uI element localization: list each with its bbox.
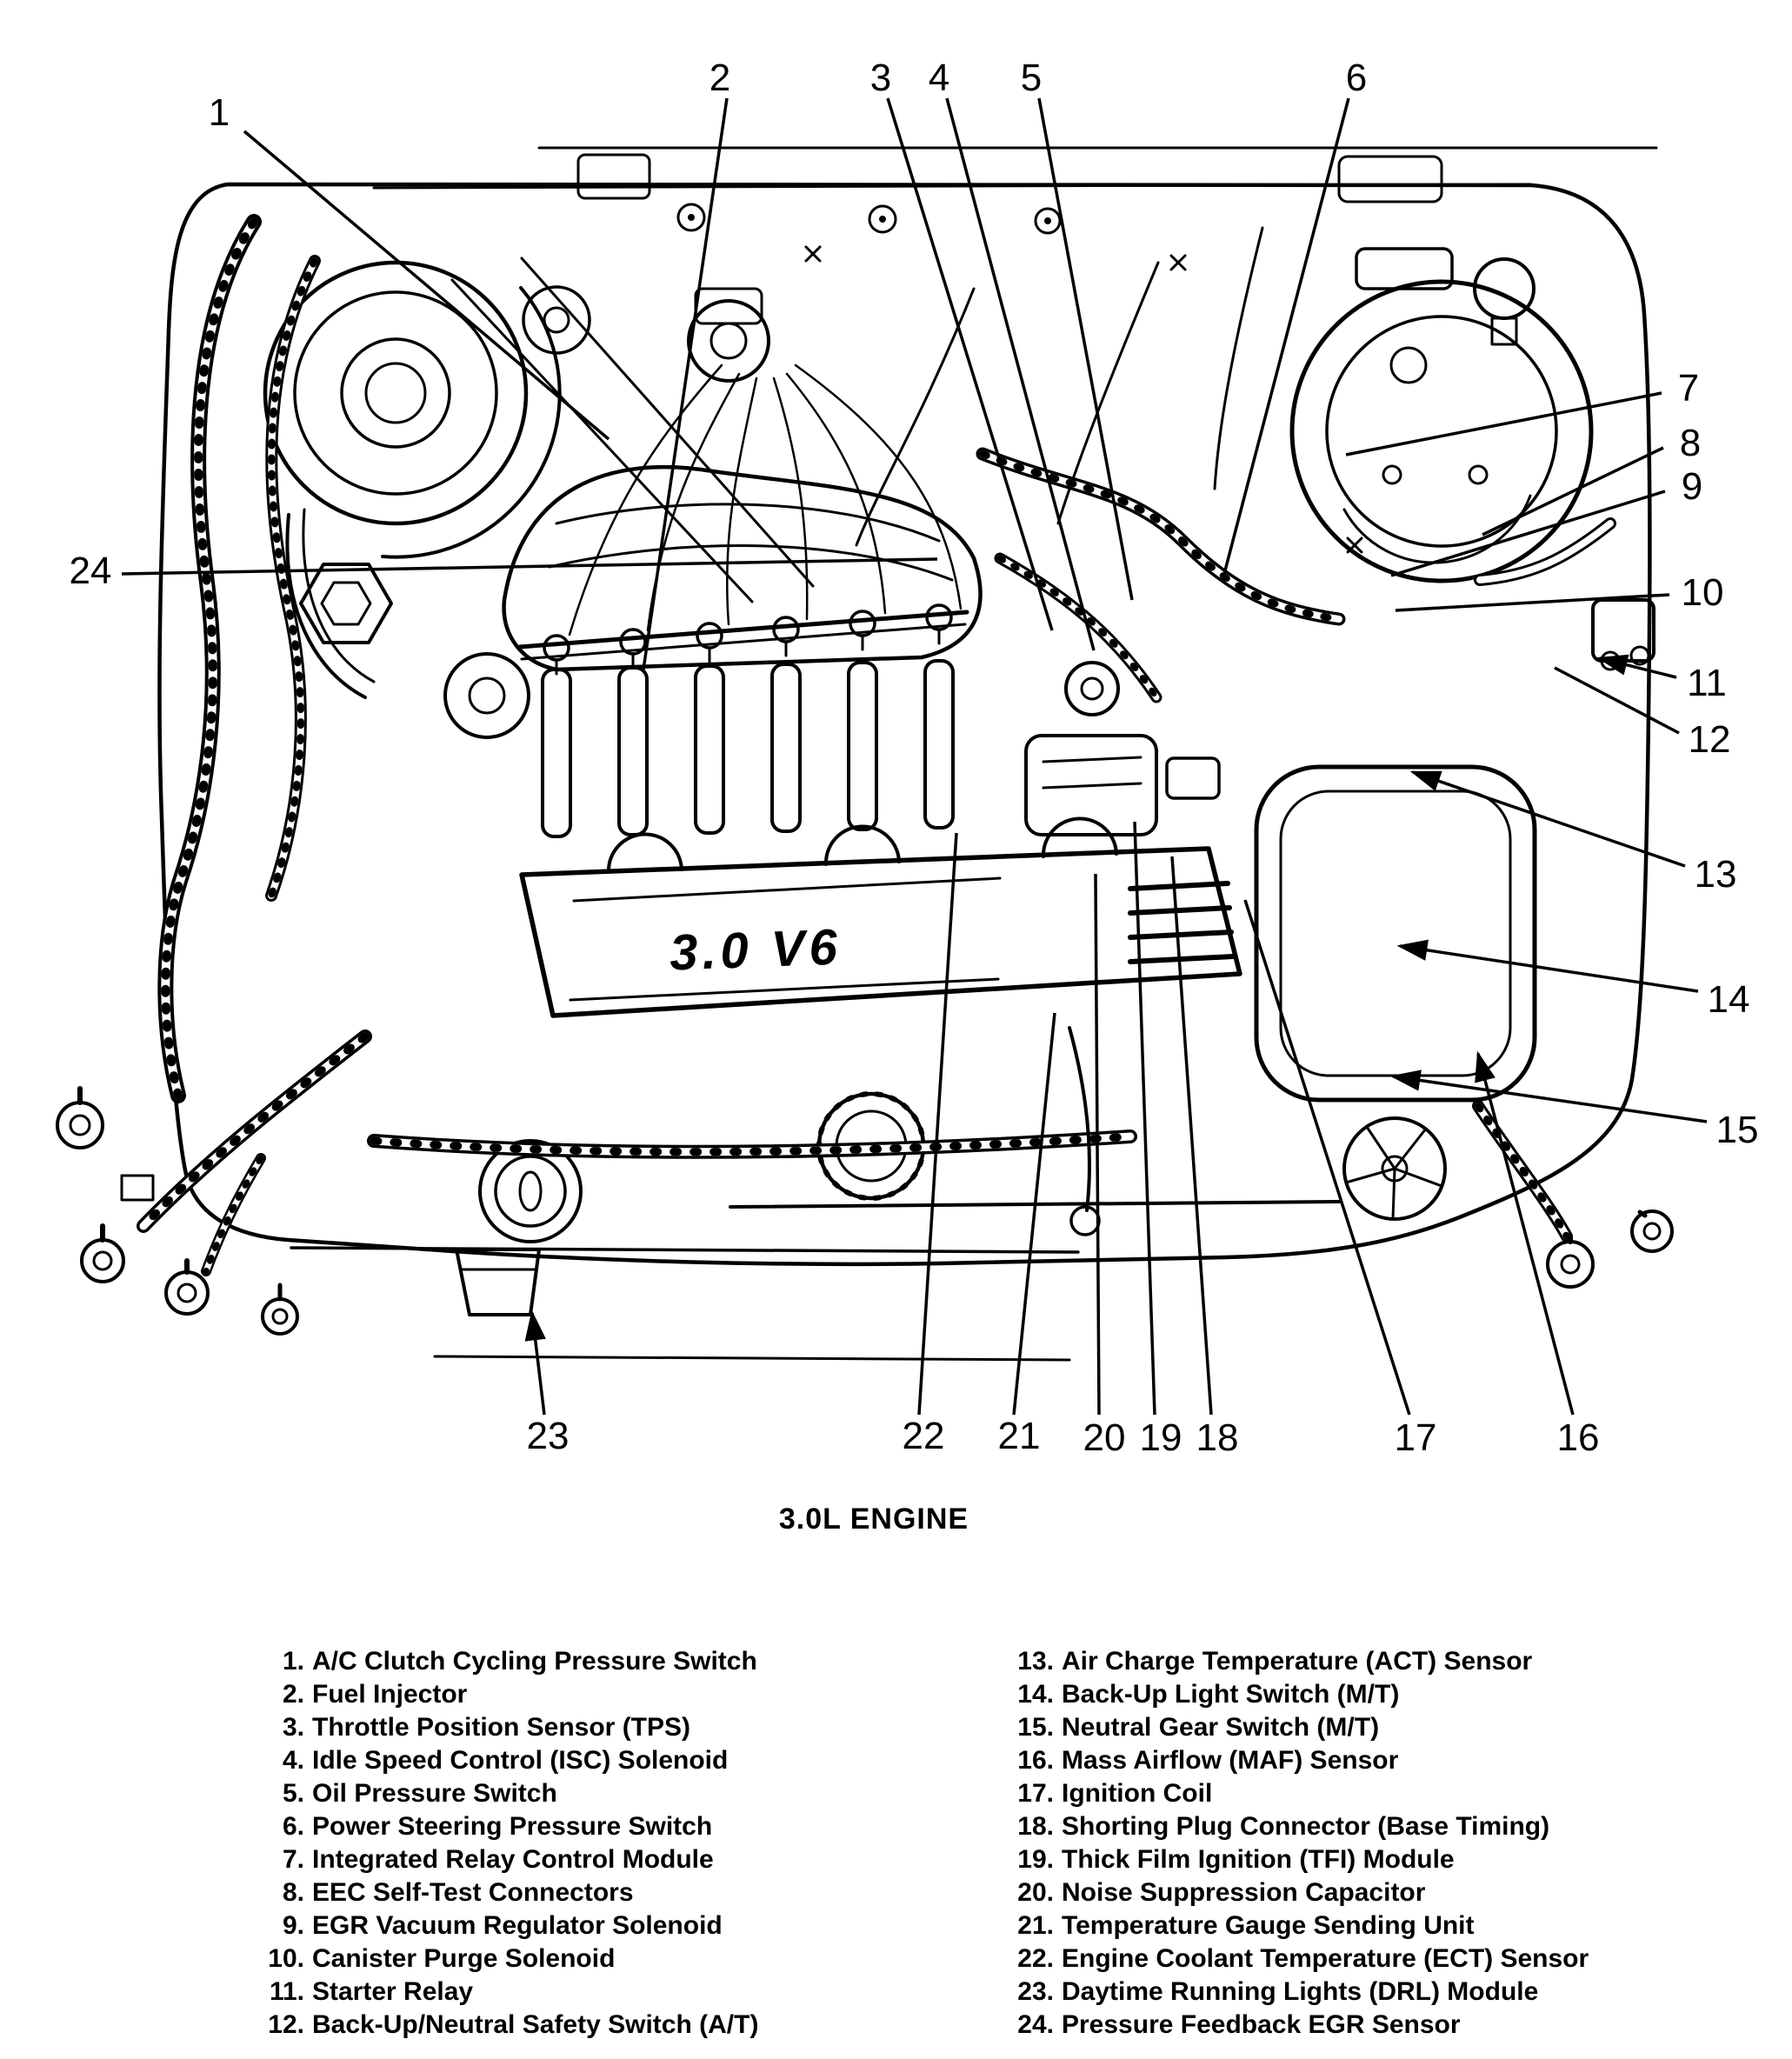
legend-item-23 [1000,1976,1589,2009]
callout-number-17: 17 [1394,1416,1437,1459]
legend-item-number: 23. [1017,1977,1054,2006]
legend-item-label: Daytime Running Lights (DRL) Module [1062,1977,1539,2006]
valve-cover-label: 3.0 V6 [669,918,843,982]
legend-item-number: 21. [1017,1911,1054,1940]
legend-item-number: 24. [1017,2010,1054,2039]
leader-line-14 [1400,946,1698,991]
callout-number-3: 3 [869,57,892,99]
callout-number-18: 18 [1196,1416,1239,1459]
legend-item-16 [1000,1744,1589,1777]
legend-item-label: Throttle Position Sensor (TPS) [312,1713,691,1742]
legend-item-5 [257,1777,758,1810]
diagram-title: 3.0L ENGINE [778,1503,969,1536]
legend-item-7 [257,1843,758,1876]
legend-item-20 [1000,1876,1589,1909]
legend-item-number: 16. [1017,1746,1054,1775]
leader-line-10 [1396,595,1669,610]
leader-line-24 [122,559,937,574]
legend-item-18 [1000,1810,1589,1843]
legend-item-number: 2. [282,1680,304,1709]
callout-number-5: 5 [1020,57,1043,99]
leader-line-18 [1172,856,1211,1415]
legend-item-number: 5. [282,1779,304,1808]
legend-item-number: 12. [268,2010,304,2039]
legend-column-left [257,1645,758,2042]
callout-number-14: 14 [1707,978,1750,1021]
legend-item-22 [1000,1942,1589,1976]
callout-number-4: 4 [928,57,950,99]
legend-item-17 [1000,1777,1589,1810]
legend-item-label: Oil Pressure Switch [312,1779,557,1808]
legend-item-label: Engine Coolant Temperature (ECT) Sensor [1062,1944,1589,1973]
legend-item-number: 7. [282,1845,304,1874]
leader-line-7 [1346,393,1662,455]
callout-number-15: 15 [1715,1109,1759,1151]
legend-item-8 [257,1876,758,1909]
callout-number-19: 19 [1139,1416,1182,1459]
legend-item-4 [257,1744,758,1777]
callout-number-23: 23 [526,1415,570,1457]
legend-item-number: 17. [1017,1779,1054,1808]
callout-number-21: 21 [997,1415,1041,1457]
legend-item-label: Idle Speed Control (ISC) Solenoid [312,1746,729,1775]
legend-item-number: 18. [1017,1812,1054,1841]
legend-item-number: 20. [1017,1878,1054,1907]
legend-item-label: Shorting Plug Connector (Base Timing) [1062,1812,1550,1841]
legend-item-3 [257,1711,758,1744]
legend-item-label: Noise Suppression Capacitor [1062,1878,1426,1907]
legend-item-label: Starter Relay [312,1977,474,2006]
leader-line-12 [1555,668,1679,733]
callout-number-24: 24 [69,550,112,592]
callout-number-2: 2 [709,57,731,99]
legend-item-label: Air Charge Temperature (ACT) Sensor [1062,1647,1533,1676]
callout-number-6: 6 [1345,57,1368,99]
legend-item-number: 22. [1017,1944,1054,1973]
legend-item-label: Power Steering Pressure Switch [312,1812,713,1841]
leader-line-17 [1245,900,1409,1415]
legend-item-number: 8. [282,1878,304,1907]
legend-item-number: 4. [282,1746,304,1775]
legend-item-number: 6. [282,1812,304,1841]
legend-item-label: Thick Film Ignition (TFI) Module [1062,1845,1455,1874]
legend-item-label: Integrated Relay Control Module [312,1845,714,1874]
callout-number-7: 7 [1677,367,1700,410]
legend-item-label: Mass Airflow (MAF) Sensor [1062,1746,1399,1775]
legend-item-10 [257,1942,758,1976]
callout-number-20: 20 [1083,1416,1126,1459]
legend-item-label: EGR Vacuum Regulator Solenoid [312,1911,723,1940]
legend-item-label: Ignition Coil [1062,1779,1213,1808]
engine-art [57,148,1672,1360]
legend-item-6 [257,1810,758,1843]
legend-item-label: A/C Clutch Cycling Pressure Switch [312,1647,757,1676]
legend-item-15 [1000,1711,1589,1744]
legend-item-13 [1000,1645,1589,1678]
leader-line-20 [1096,874,1099,1415]
callout-number-13: 13 [1694,853,1737,896]
legend-item-number: 14. [1017,1680,1054,1709]
legend-item-label: Neutral Gear Switch (M/T) [1062,1713,1380,1742]
leader-line-5 [1039,98,1132,600]
legend-item-label: Canister Purge Solenoid [312,1944,616,1973]
leader-line-6 [1224,98,1349,574]
legend-item-label: Pressure Feedback EGR Sensor [1062,2010,1461,2039]
legend-column-right [1000,1645,1589,2042]
legend-item-21 [1000,1909,1589,1942]
legend-item-label: Back-Up/Neutral Safety Switch (A/T) [312,2010,759,2039]
legend-item-label: Temperature Gauge Sending Unit [1062,1911,1475,1940]
callout-number-22: 22 [902,1415,945,1457]
legend-item-number: 13. [1017,1647,1054,1676]
legend-item-number: 1. [282,1647,304,1676]
leader-line-23 [532,1313,544,1415]
callout-number-1: 1 [208,91,230,134]
callout-number-12: 12 [1688,718,1731,761]
legend-item-label: Fuel Injector [312,1680,468,1709]
callout-number-9: 9 [1681,465,1703,508]
legend-item-1 [257,1645,758,1678]
legend-item-number: 11. [269,1977,304,2006]
legend-item-24 [1000,2009,1589,2042]
legend-item-label: EEC Self-Test Connectors [312,1878,634,1907]
leader-line-8 [1482,448,1663,535]
legend-item-number: 15. [1017,1713,1054,1742]
callout-number-11: 11 [1687,662,1727,704]
legend-item-19 [1000,1843,1589,1876]
callout-number-16: 16 [1556,1416,1600,1459]
leader-line-21 [1014,1013,1055,1415]
legend-item-2 [257,1678,758,1711]
legend-item-label: Back-Up Light Switch (M/T) [1062,1680,1400,1709]
leader-line-22 [919,833,956,1415]
leader-line-13 [1413,772,1685,866]
legend-item-9 [257,1909,758,1942]
legend-item-14 [1000,1678,1589,1711]
legend-item-number: 3. [282,1713,304,1742]
legend-item-11 [257,1976,758,2009]
legend-item-12 [257,2009,758,2042]
callout-number-10: 10 [1681,571,1724,614]
callout-number-8: 8 [1679,422,1702,464]
legend-item-number: 10. [268,1944,304,1973]
legend-item-number: 19. [1017,1845,1054,1874]
legend-item-number: 9. [282,1911,304,1940]
